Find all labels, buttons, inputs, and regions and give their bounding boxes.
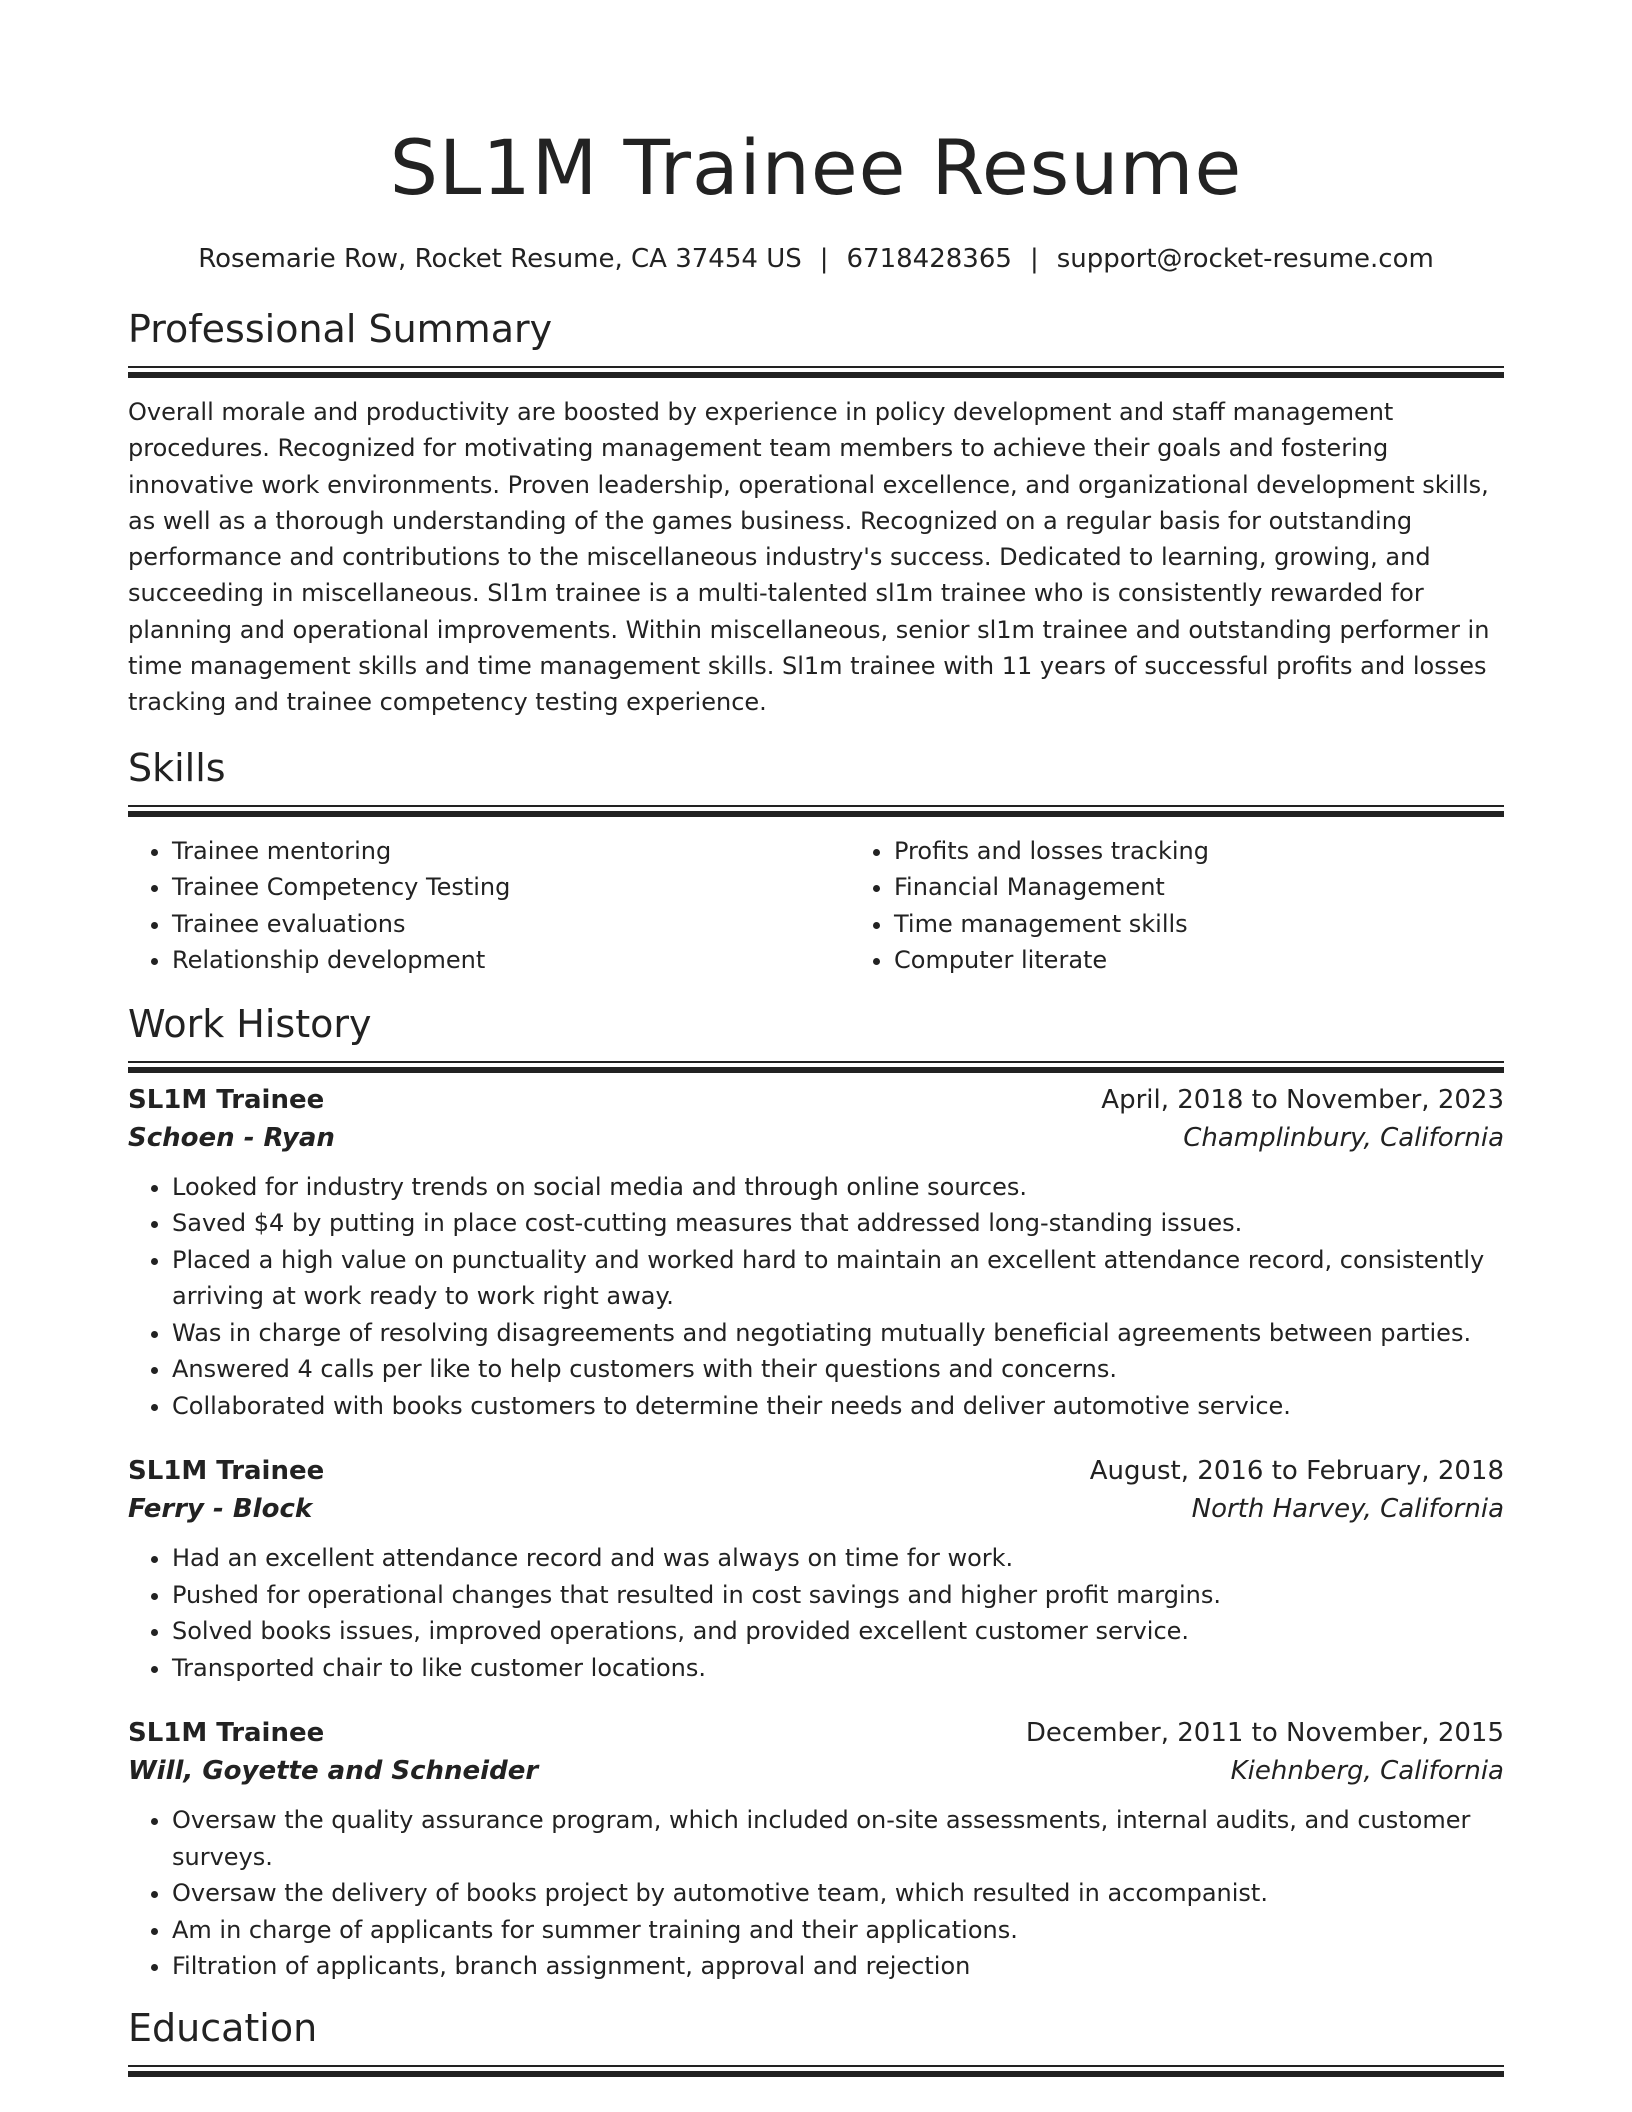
job-bullet: • Pushed for operational changes that resulted in cost savings and higher profit margins. xyxy=(172,1577,1504,1614)
contact-address: Rosemarie Row, Rocket Resume, CA 37454 US xyxy=(198,244,802,274)
summary-heading: Professional Summary xyxy=(128,307,553,351)
job-location: North Harvey, California xyxy=(1191,1494,1504,1525)
job-dates: August, 2016 to February, 2018 xyxy=(1089,1456,1504,1487)
job-company: Schoen - Ryan xyxy=(128,1122,335,1153)
job-company: Ferry - Block xyxy=(128,1494,313,1525)
job-bullets xyxy=(128,1169,1504,1425)
contact-email[interactable]: support@rocket-resume.com xyxy=(1056,244,1434,274)
section-divider xyxy=(128,805,1504,817)
job-company-row xyxy=(128,1752,1504,1790)
skill-item: • Trainee mentoring xyxy=(172,833,850,870)
job-header-row xyxy=(128,1081,1504,1119)
skill-item: • Computer literate xyxy=(894,942,1504,979)
skills-list-left xyxy=(128,833,850,979)
job-bullet: • Oversaw the quality assurance program, which included on-site assessments, internal audits, and customer surveys. xyxy=(172,1802,1504,1875)
skills-list-right xyxy=(850,833,1504,979)
job-title: SL1M Trainee xyxy=(128,1718,325,1749)
job-bullet: • Transported chair to like customer locations. xyxy=(172,1650,1504,1687)
contact-separator: | xyxy=(1029,244,1039,274)
job-bullets xyxy=(128,1802,1504,1985)
job-bullet: • Solved books issues, improved operations, and provided excellent customer service. xyxy=(172,1613,1504,1650)
section-divider xyxy=(128,366,1504,378)
resume-title: SL1M Trainee Resume xyxy=(389,123,1243,212)
section-divider xyxy=(128,2065,1504,2077)
job-company: Will, Goyette and Schneider xyxy=(128,1756,539,1787)
education-heading: Education xyxy=(128,2005,318,2050)
job-entry xyxy=(128,1452,1504,1686)
job-bullet: • Answered 4 calls per like to help customers with their questions and concerns. xyxy=(172,1351,1504,1388)
job-bullet: • Filtration of applicants, branch assignment, approval and rejection xyxy=(172,1948,1504,1985)
job-company-row xyxy=(128,1490,1504,1528)
skill-item: • Profits and losses tracking xyxy=(894,833,1504,870)
summary-section xyxy=(128,306,1504,721)
job-location: Kiehnberg, California xyxy=(1230,1756,1504,1787)
section-divider xyxy=(128,1061,1504,1073)
job-title: SL1M Trainee xyxy=(128,1084,325,1115)
job-bullets xyxy=(128,1540,1504,1686)
skills-heading: Skills xyxy=(128,745,226,790)
skills-grid xyxy=(128,833,1504,979)
job-location: Champlinbury, California xyxy=(1183,1122,1504,1153)
job-header-row xyxy=(128,1714,1504,1752)
resume-page xyxy=(128,0,1504,2077)
skills-section xyxy=(128,745,1504,979)
skill-item: • Trainee Competency Testing xyxy=(172,869,850,906)
work-history-heading: Work History xyxy=(128,1001,372,1046)
job-dates: December, 2011 to November, 2015 xyxy=(1025,1718,1504,1749)
contact-line xyxy=(128,242,1504,276)
job-bullet: • Oversaw the delivery of books project by automotive team, which resulted in accompanist. xyxy=(172,1875,1504,1912)
job-title: SL1M Trainee xyxy=(128,1456,325,1487)
work-history-section xyxy=(128,1001,1504,1985)
skill-item: • Financial Management xyxy=(894,869,1504,906)
contact-phone: 6718428365 xyxy=(846,244,1012,274)
contact-separator: | xyxy=(819,244,829,274)
job-bullet: • Saved $4 by putting in place cost-cutting measures that addressed long-standing issues. xyxy=(172,1205,1504,1242)
job-bullet: • Placed a high value on punctuality and worked hard to maintain an excellent attendance record, consistently arriving at work ready to work right away. xyxy=(172,1242,1504,1315)
skill-item: • Time management skills xyxy=(894,906,1504,943)
job-entry xyxy=(128,1714,1504,1985)
skill-item: • Relationship development xyxy=(172,942,850,979)
education-section xyxy=(128,2005,1504,2077)
job-dates: April, 2018 to November, 2023 xyxy=(1101,1084,1504,1115)
job-bullet: • Am in charge of applicants for summer training and their applications. xyxy=(172,1912,1504,1949)
skill-item: • Trainee evaluations xyxy=(172,906,850,943)
job-header-row xyxy=(128,1452,1504,1490)
summary-text: Overall morale and productivity are boosted by experience in policy development and staff management procedures. Recognized for motivating management team members to achieve their goals and fostering innovative work environments. Proven leadership, operational excellence, and organizational development skills, as well as a thorough understanding of the games business. Recognized on a regular basis for outstanding performance and contributions to the miscellaneous industry's success. Dedicated to learning, growing, and succeeding in miscellaneous. Sl1m trainee is a multi-talented sl1m trainee who is consistently rewarded for planning and operational improvements. Within miscellaneous, senior sl1m trainee and outstanding performer in time management skills and time management skills. Sl1m trainee with 11 years of successful profits and losses tracking and trainee competency testing experience. xyxy=(128,398,1490,717)
job-entry xyxy=(128,1081,1504,1425)
job-bullet: • Was in charge of resolving disagreements and negotiating mutually beneficial agreements between parties. xyxy=(172,1315,1504,1352)
job-bullet: • Had an excellent attendance record and was always on time for work. xyxy=(172,1540,1504,1577)
job-company-row xyxy=(128,1119,1504,1157)
job-bullet: • Looked for industry trends on social media and through online sources. xyxy=(172,1169,1504,1206)
job-bullet: • Collaborated with books customers to determine their needs and deliver automotive service. xyxy=(172,1388,1504,1425)
